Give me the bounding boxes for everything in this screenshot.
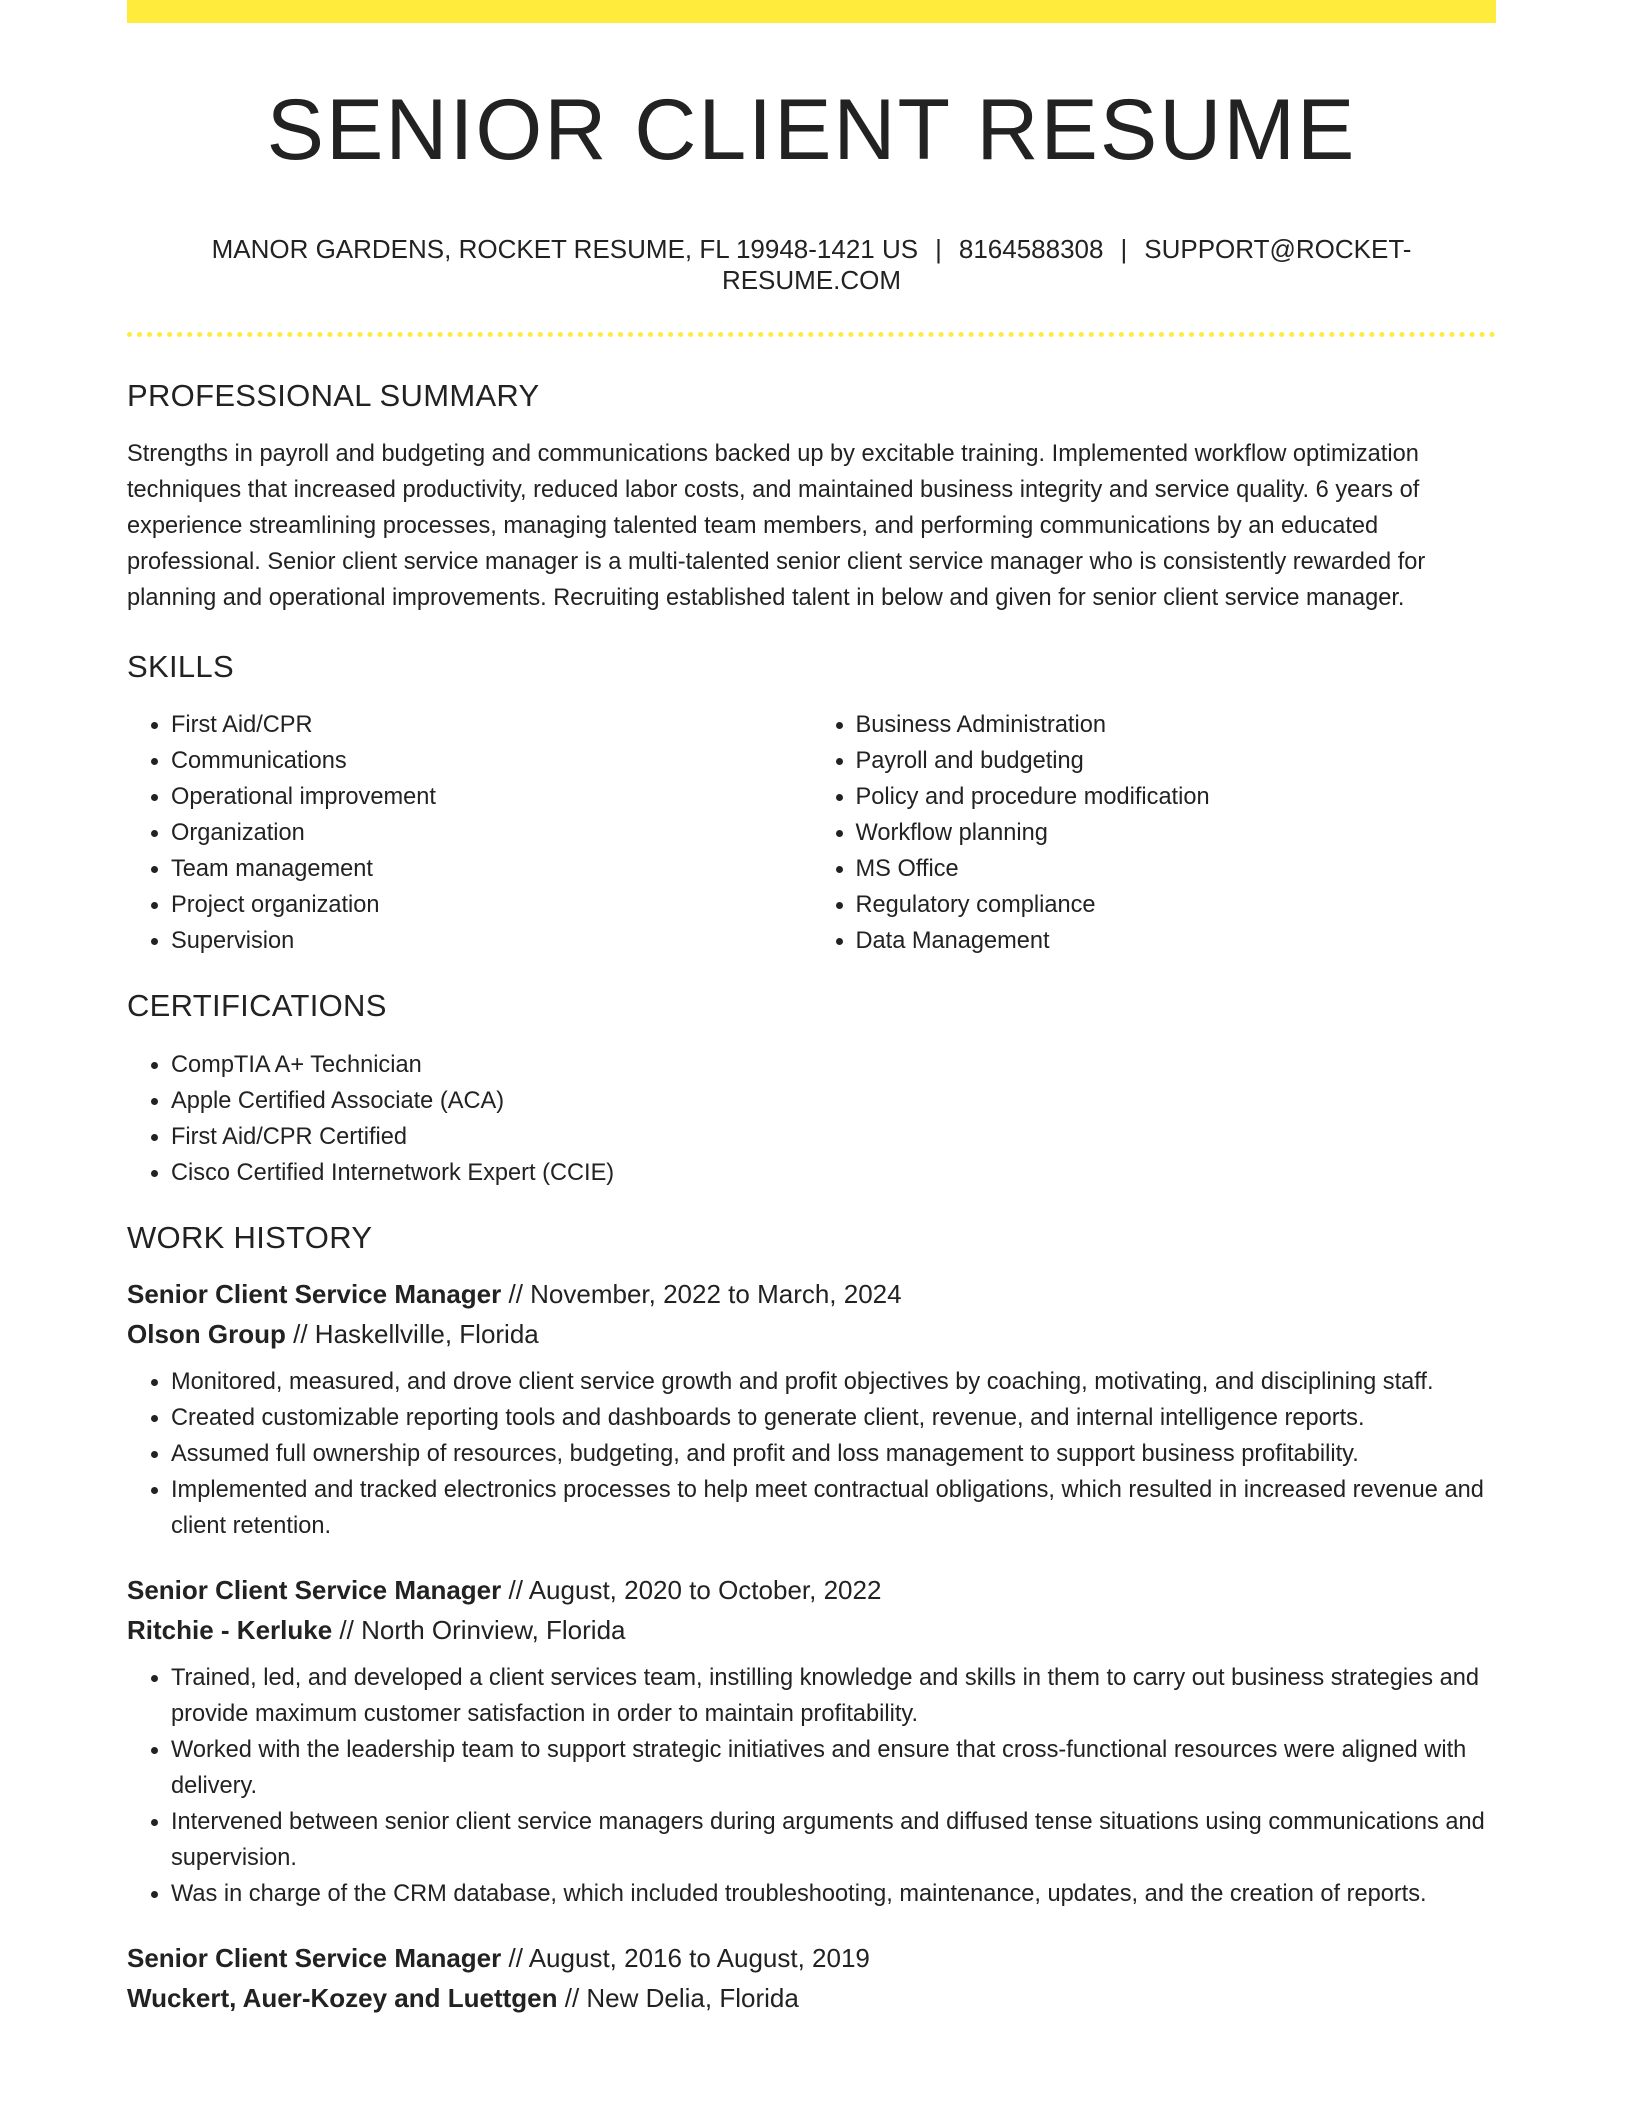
job-dates: August, 2020 to October, 2022 xyxy=(528,1574,882,1605)
skill-item: • Team management xyxy=(171,851,812,887)
skill-item: • Supervision xyxy=(171,923,812,959)
job-bullet: • Monitored, measured, and drove client service growth and profit objectives by coaching, motivating, and disciplining staff. xyxy=(171,1364,1496,1400)
job-company: Olson Group xyxy=(127,1318,286,1349)
dotted-divider xyxy=(127,332,1496,337)
summary-heading: PROFESSIONAL SUMMARY xyxy=(127,377,540,413)
skill-item: • Organization xyxy=(171,815,812,851)
skill-item: • Communications xyxy=(171,743,812,779)
skill-item: • Regulatory compliance xyxy=(856,887,1497,923)
job-location: North Orinview, Florida xyxy=(361,1614,626,1645)
certification-item: • First Aid/CPR Certified xyxy=(171,1119,1496,1155)
contact-line xyxy=(127,234,1496,296)
job-entry xyxy=(127,1938,1496,2018)
summary-text: Strengths in payroll and budgeting and communications backed up by excitable training. Implemented workflow optimization techniques that increased productivity, reduced labor costs, and maintained business integrity and service quality. 6 years of experience streamlining processes, managing talented team members, and performing communications by an educated professional. Senior client service manager is a multi-talented senior client service manager who is consistently rewarded for planning and operational improvements. Recruiting established talent in below and given for senior client service manager. xyxy=(127,441,1426,612)
job-bullet: • Was in charge of the CRM database, which included troubleshooting, maintenance, updates, and the creation of reports. xyxy=(171,1876,1496,1912)
job-divider: // xyxy=(501,1574,529,1605)
job-location: New Delia, Florida xyxy=(586,1982,799,2013)
job-bullet: • Intervened between senior client service managers during arguments and diffused tense situations using communications and supervision. xyxy=(171,1804,1496,1876)
accent-bar xyxy=(127,0,1496,23)
skill-item: • Operational improvement xyxy=(171,779,812,815)
job-company: Wuckert, Auer-Kozey and Luettgen xyxy=(127,1982,558,2013)
contact-phone: 8164588308 xyxy=(958,233,1104,264)
job-company-line xyxy=(127,1610,1496,1650)
work-history-heading: WORK HISTORY xyxy=(127,1219,373,1255)
resume-title: SENIOR CLIENT RESUME xyxy=(266,82,1357,178)
job-company-line xyxy=(127,1314,1496,1354)
job-location: Haskellville, Florida xyxy=(314,1318,539,1349)
job-bullet: • Trained, led, and developed a client services team, instilling knowledge and skills in them to carry out business strategies and provide maximum customer satisfaction in order to maintain profitability. xyxy=(171,1660,1496,1732)
contact-separator: | xyxy=(1120,233,1128,264)
job-company-line xyxy=(127,1978,1496,2018)
job-divider: // xyxy=(501,1942,529,1973)
job-bullet: • Worked with the leadership team to support strategic initiatives and ensure that cross-functional resources were aligned with delivery. xyxy=(171,1732,1496,1804)
job-entry xyxy=(127,1570,1496,1912)
contact-separator: | xyxy=(935,233,942,264)
job-bullet: • Assumed full ownership of resources, budgeting, and profit and loss management to support business profitability. xyxy=(171,1436,1496,1472)
job-dates: August, 2016 to August, 2019 xyxy=(528,1942,870,1973)
skill-item: • Project organization xyxy=(171,887,812,923)
job-divider: // xyxy=(501,1278,531,1309)
job-role: Senior Client Service Manager xyxy=(127,1574,502,1605)
certification-item: • Cisco Certified Internetwork Expert (CCIE) xyxy=(171,1155,1496,1191)
job-bullet: • Implemented and tracked electronics processes to help meet contractual obligations, which resulted in increased revenue and client retention. xyxy=(171,1472,1496,1544)
job-bullet: • Created customizable reporting tools and dashboards to generate client, revenue, and internal intelligence reports. xyxy=(171,1400,1496,1436)
skills-list-right xyxy=(812,707,1497,959)
skill-item: • First Aid/CPR xyxy=(171,707,812,743)
job-divider: // xyxy=(332,1614,362,1645)
job-bullets xyxy=(127,1660,1496,1912)
skill-item: • Payroll and budgeting xyxy=(856,743,1497,779)
job-role-line xyxy=(127,1938,1496,1978)
resume-page xyxy=(127,0,1496,2018)
job-role-line xyxy=(127,1570,1496,1610)
job-role-line xyxy=(127,1274,1496,1314)
job-bullets xyxy=(127,1364,1496,1544)
skills-columns xyxy=(127,707,1496,959)
skills-list-left xyxy=(127,707,812,959)
job-dates: November, 2022 to March, 2024 xyxy=(530,1278,902,1309)
job-company: Ritchie - Kerluke xyxy=(127,1614,333,1645)
skill-item: • Business Administration xyxy=(856,707,1497,743)
job-role: Senior Client Service Manager xyxy=(127,1278,502,1309)
certification-item: • CompTIA A+ Technician xyxy=(171,1047,1496,1083)
certifications-heading: CERTIFICATIONS xyxy=(127,988,387,1024)
job-divider: // xyxy=(285,1318,315,1349)
skill-item: • Workflow planning xyxy=(856,815,1497,851)
skill-item: • Policy and procedure modification xyxy=(856,779,1497,815)
job-role: Senior Client Service Manager xyxy=(127,1942,502,1973)
job-divider: // xyxy=(557,1982,587,2013)
contact-email: SUPPORT@ROCKET-RESUME.COM xyxy=(721,233,1412,295)
certification-item: • Apple Certified Associate (ACA) xyxy=(171,1083,1496,1119)
skill-item: • Data Management xyxy=(856,923,1497,959)
contact-address: MANOR GARDENS, ROCKET RESUME, FL 19948-1421 US xyxy=(211,233,919,264)
skill-item: • MS Office xyxy=(856,851,1497,887)
job-entry xyxy=(127,1274,1496,1544)
skills-heading: SKILLS xyxy=(127,649,234,685)
certifications-list xyxy=(127,1047,1496,1191)
